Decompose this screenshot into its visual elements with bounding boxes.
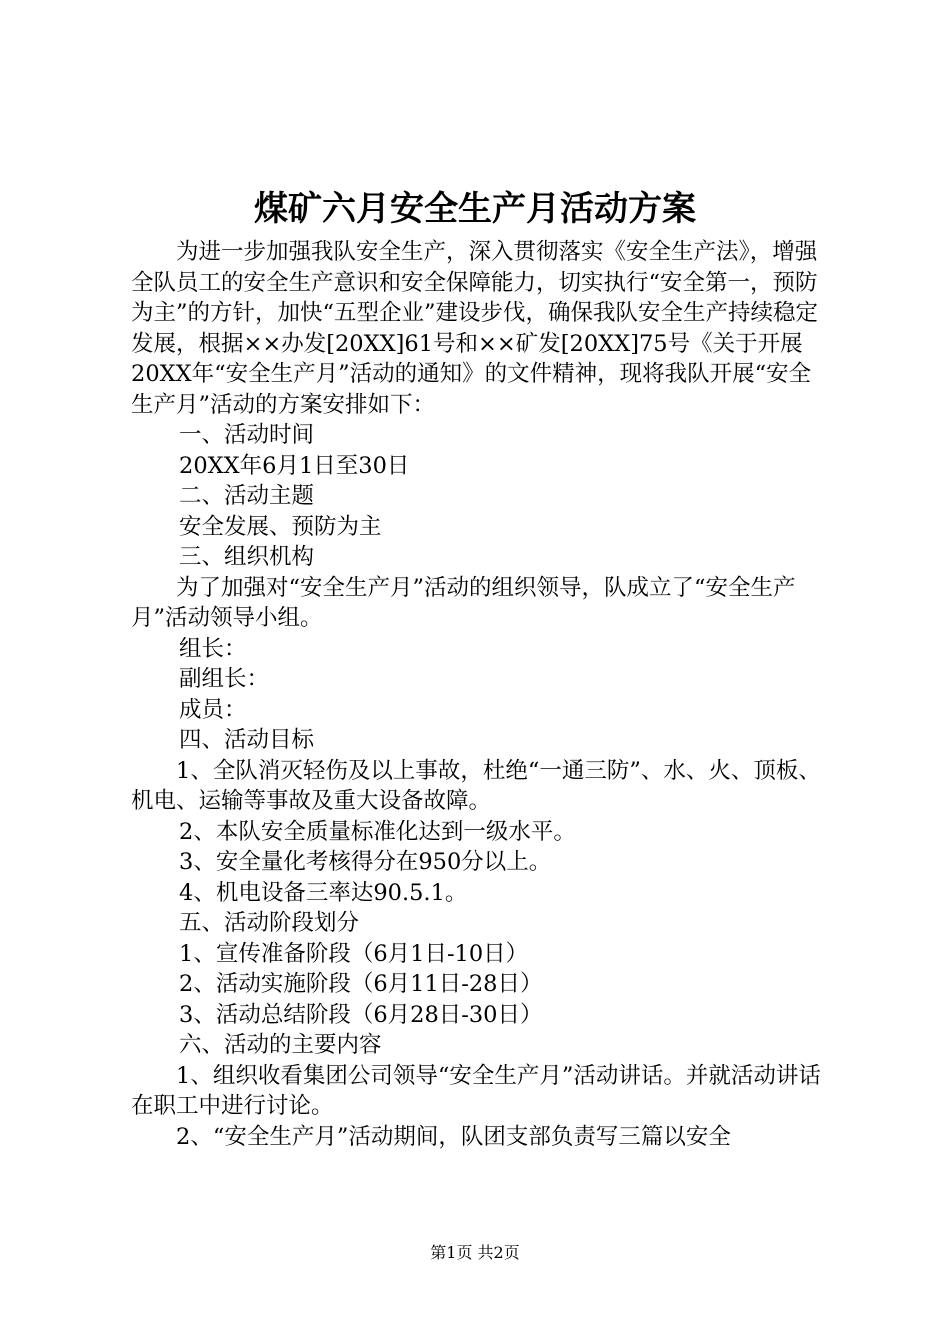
paragraph-organization: 为了加强对“安全生产月”活动的组织领导，队成立了“安全生产月”活动领导小组。 [131,574,796,631]
section-heading-goals: 四、活动目标 [179,727,315,753]
page-footer: 第1页 共2页 [430,1243,520,1262]
paragraph-members: 成员： [179,696,247,723]
paragraph-stage-1: 1、宣传准备阶段（6月1日-10日） [179,940,529,967]
section-heading-theme: 二、活动主题 [179,483,315,509]
paragraph-leader: 组长： [179,635,247,662]
paragraph-theme: 安全发展、预防为主 [179,513,382,540]
paragraph-goal-3: 3、安全量化考核得分在950分以上。 [179,849,552,875]
paragraph-intro: 为进一步加强我队安全生产，深入贯彻落实《安全生产法》，增强全队员工的安全生产意识和安全保障能力，切实执行“安全第一，预防为主”的方针，加快“五型企业”建设步伐，确保我队安全生产持续稳定发展，根据××办发[20XX]61号和××矿发[20XX]75号《关于开展20XX年“安全生产月”活动的通知》的文件精神，现将我队开展“安全生产月”活动的方案安排如下： [131,239,819,418]
section-heading-content: 六、活动的主要内容 [179,1032,382,1058]
paragraph-time: 20XX年6月1日至30日 [179,452,410,479]
paragraph-content-1: 1、组织收看集团公司领导“安全生产月”活动讲话。并就活动讲话在职工中进行讨论。 [131,1062,821,1119]
section-heading-organization: 三、组织机构 [179,544,315,570]
paragraph-content-2: 2、“安全生产月”活动期间，队团支部负责写三篇以安全 [176,1123,731,1150]
paragraph-goal-4: 4、机电设备三率达90.5.1。 [179,879,468,906]
paragraph-stage-2: 2、活动实施阶段（6月11日-28日） [179,971,543,997]
paragraph-stage-3: 3、活动总结阶段（6月28日-30日） [179,1001,543,1028]
section-heading-stages: 五、活动阶段划分 [179,910,360,936]
document-body [131,237,831,1152]
document-title: 煤矿六月安全生产月活动方案 [254,189,696,229]
paragraph-goal-2: 2、本队安全质量标准化达到一级水平。 [179,818,576,845]
paragraph-goal-1: 1、全队消灭轻伤及以上事故，杜绝“一通三防”、水、火、顶板、机电、运输等事故及重大设备故障。 [131,757,821,814]
paragraph-deputy-leader: 副组长： [179,666,270,692]
section-heading-time: 一、活动时间 [179,422,315,448]
